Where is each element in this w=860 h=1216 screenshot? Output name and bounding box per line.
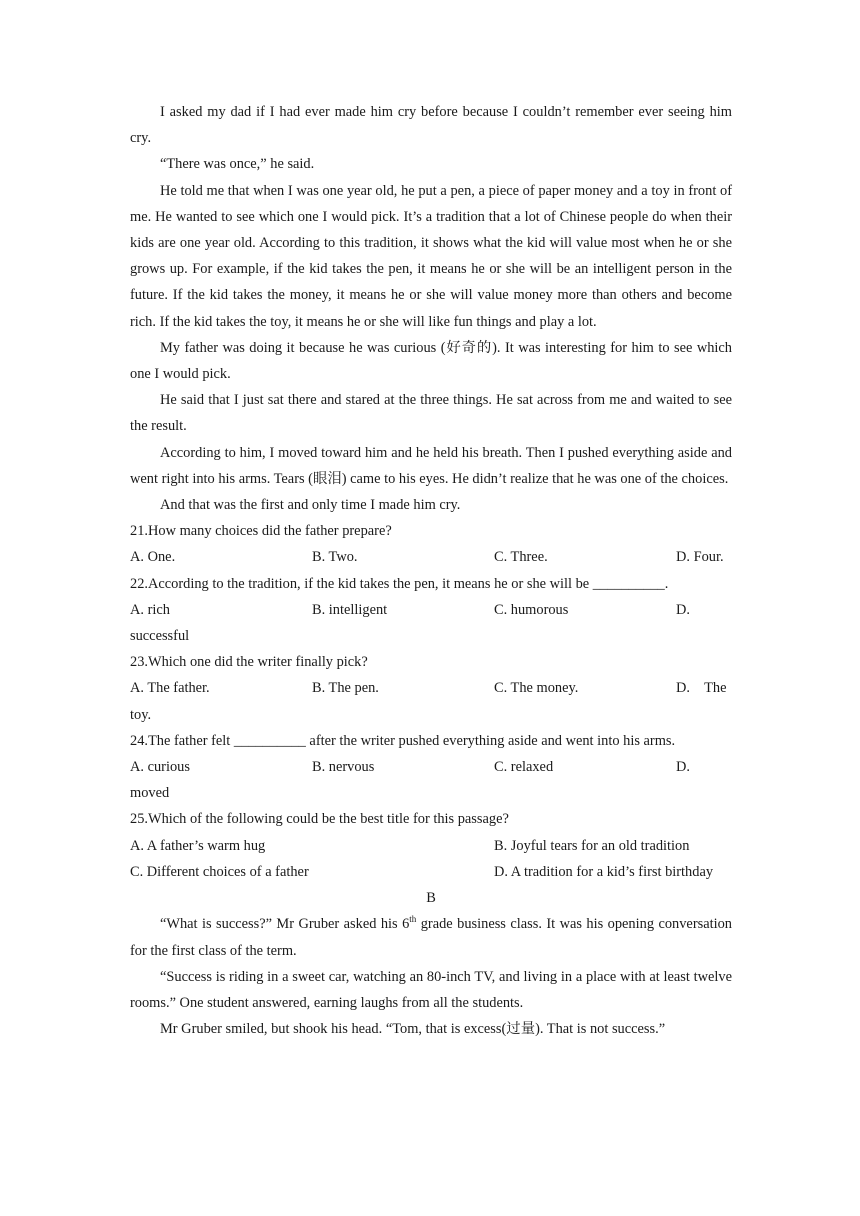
- option-c: C. humorous: [494, 601, 569, 618]
- paragraph: “Success is riding in a sweet car, watching an 80-inch TV, and living in a place with at least twelve rooms.” One student answered, earning laughs from all the students.: [130, 968, 732, 1011]
- paragraph: I asked my dad if I had ever made him cry before because I couldn’t remember ever seeing him cry.: [130, 104, 732, 147]
- paragraph: [130, 911, 732, 963]
- paragraph: He told me that when I was one year old, he put a pen, a piece of paper money and a toy in front of me. He wanted to see which one I would pick. It’s a tradition that a lot of Chinese people do when their kids are one year old. According to this tradition, it shows what the kid will value most when he or she grows up. For example, if the kid takes the pen, it means he or she will be an intelligent person in the future. If the kid takes the money, it means he or she will value money more than others and become rich. If the kid takes the toy, it means he or she will like fun things and play a lot.: [130, 182, 732, 330]
- document-page: [130, 99, 732, 1042]
- options-21: [130, 544, 732, 570]
- option-d: D. A tradition for a kid’s first birthday: [494, 863, 714, 880]
- paragraph: He said that I just sat there and stared at the three things. He sat across from me and waited to see the result.: [130, 392, 732, 435]
- options-23: [130, 675, 732, 701]
- option-d-continued: toy.: [130, 706, 152, 723]
- option-b: B. Two.: [312, 549, 358, 566]
- option-a: A. curious: [130, 759, 190, 776]
- option-d: D. Four.: [676, 549, 724, 566]
- option-b: B. The pen.: [312, 680, 379, 697]
- paragraph: According to him, I moved toward him and he held his breath. Then I pushed everything aside and went right into his arms. Tears (眼泪) came to his eyes. He didn’t realize that he was one of the choices.: [130, 444, 732, 487]
- question-stem-25: 25.Which of the following could be the best title for this passage?: [130, 811, 509, 828]
- paragraph: Mr Gruber smiled, but shook his head. “Tom, that is excess(过量). That is not success.”: [160, 1021, 666, 1038]
- paragraph: My father was doing it because he was curious (好奇的). It was interesting for him to see which one I would pick.: [130, 339, 732, 383]
- option-d-continued: successful: [130, 628, 190, 645]
- options-24: [130, 754, 732, 780]
- text-run: “What is success?” Mr Gruber asked his 6: [160, 916, 410, 933]
- option-b: B. intelligent: [312, 601, 388, 618]
- option-a: A. A father’s warm hug: [130, 837, 266, 854]
- question-stem-21: 21.How many choices did the father prepare?: [130, 523, 392, 540]
- option-d: D. The: [676, 680, 727, 697]
- option-a: A. rich: [130, 601, 170, 618]
- option-c: C. Three.: [494, 549, 548, 566]
- option-d-continued: moved: [130, 785, 170, 802]
- paragraph: “There was once,” he said.: [160, 156, 315, 173]
- option-b: B. Joyful tears for an old tradition: [494, 837, 690, 854]
- option-a: A. One.: [130, 549, 176, 566]
- option-a: A. The father.: [130, 680, 210, 697]
- question-stem-22: 22.According to the tradition, if the kid takes the pen, it means he or she will be __________.: [130, 575, 669, 592]
- option-c: C. relaxed: [494, 759, 554, 776]
- options-25-row2: [130, 859, 732, 885]
- paragraph: And that was the first and only time I made him cry.: [160, 497, 461, 514]
- question-stem-23: 23.Which one did the writer finally pick?: [130, 654, 368, 671]
- question-stem-24: 24.The father felt __________ after the writer pushed everything aside and went into his arms.: [130, 732, 676, 749]
- option-d: D.: [676, 601, 690, 618]
- section-heading: B: [426, 890, 436, 907]
- option-c: C. The money.: [494, 680, 579, 697]
- option-d: D.: [676, 759, 690, 776]
- option-c: C. Different choices of a father: [130, 863, 309, 880]
- option-b: B. nervous: [312, 759, 375, 776]
- ordinal-suffix: th: [409, 914, 417, 925]
- options-22: [130, 597, 732, 623]
- options-25-row1: [130, 833, 732, 859]
- text-run: grade business class. It was his opening conversation for the first class of the term.: [130, 916, 732, 959]
